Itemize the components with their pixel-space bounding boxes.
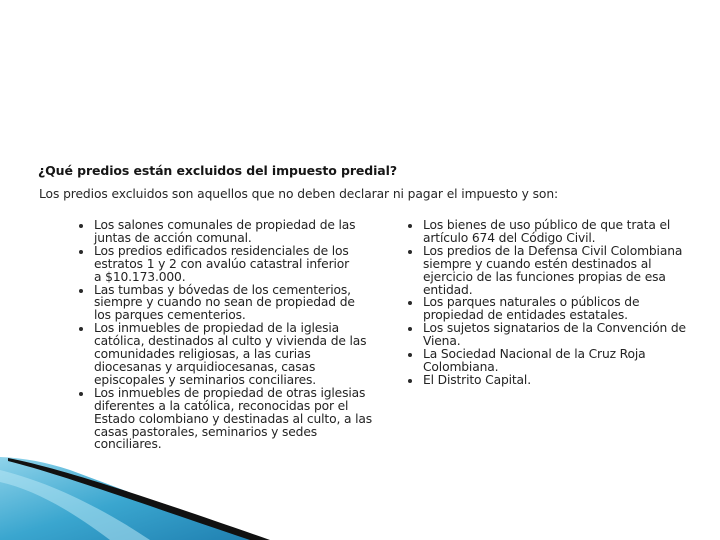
bullet-icon [408,353,412,357]
list-item: Los predios edificados residenciales de los estratos 1 y 2 con avalúo catastral inferior a $10.173.000. [79,245,379,284]
black-stripe-shape [8,458,270,540]
page-title: ¿Qué predios están excluidos del impuesto predial? [38,163,397,178]
bullet-icon [79,250,83,254]
wave-highlight [0,470,150,540]
intro-text: Los predios excluidos son aquellos que no deben declarar ni pagar el impuesto y son: [39,187,559,201]
left-exclusion-list [79,219,379,451]
blue-wave-shape [0,457,262,540]
bullet-icon [408,250,412,254]
bullet-icon [408,224,412,228]
right-exclusion-list [408,219,708,387]
list-item: Los salones comunales de propiedad de las juntas de acción comunal. [79,219,379,245]
list-item: El Distrito Capital. [408,374,708,387]
bullet-icon [79,327,83,331]
bullet-icon [408,327,412,331]
list-item: Los inmuebles de propiedad de otras iglesias diferentes a la católica, reconocidas por el Estado colombiano y destinadas al culto, a las casas pastorales, seminarios y sedes conciliares. [79,387,379,452]
bullet-icon [79,224,83,228]
list-item: Las tumbas y bóvedas de los cementerios, siempre y cuando no sean de propiedad de los parques cementerios. [79,284,379,323]
bullet-icon [408,301,412,305]
list-item: Los inmuebles de propiedad de la iglesia católica, destinados al culto y vivienda de las comunidades religiosas, a las curias diocesanas y arquidiocesanas, casas episcopales y seminarios conciliares. [79,322,379,387]
bullet-icon [79,392,83,396]
list-item: Los sujetos signatarios de la Convención de Viena. [408,322,708,348]
list-item: Los parques naturales o públicos de propiedad de entidades estatales. [408,296,708,322]
list-item: La Sociedad Nacional de la Cruz Roja Colombiana. [408,348,708,374]
list-item: Los predios de la Defensa Civil Colombiana siempre y cuando estén destinados al ejercicio de las funciones propias de esa entidad. [408,245,708,297]
list-item: Los bienes de uso público de que trata el artículo 674 del Código Civil. [408,219,708,245]
bullet-icon [79,289,83,293]
bullet-icon [408,379,412,383]
